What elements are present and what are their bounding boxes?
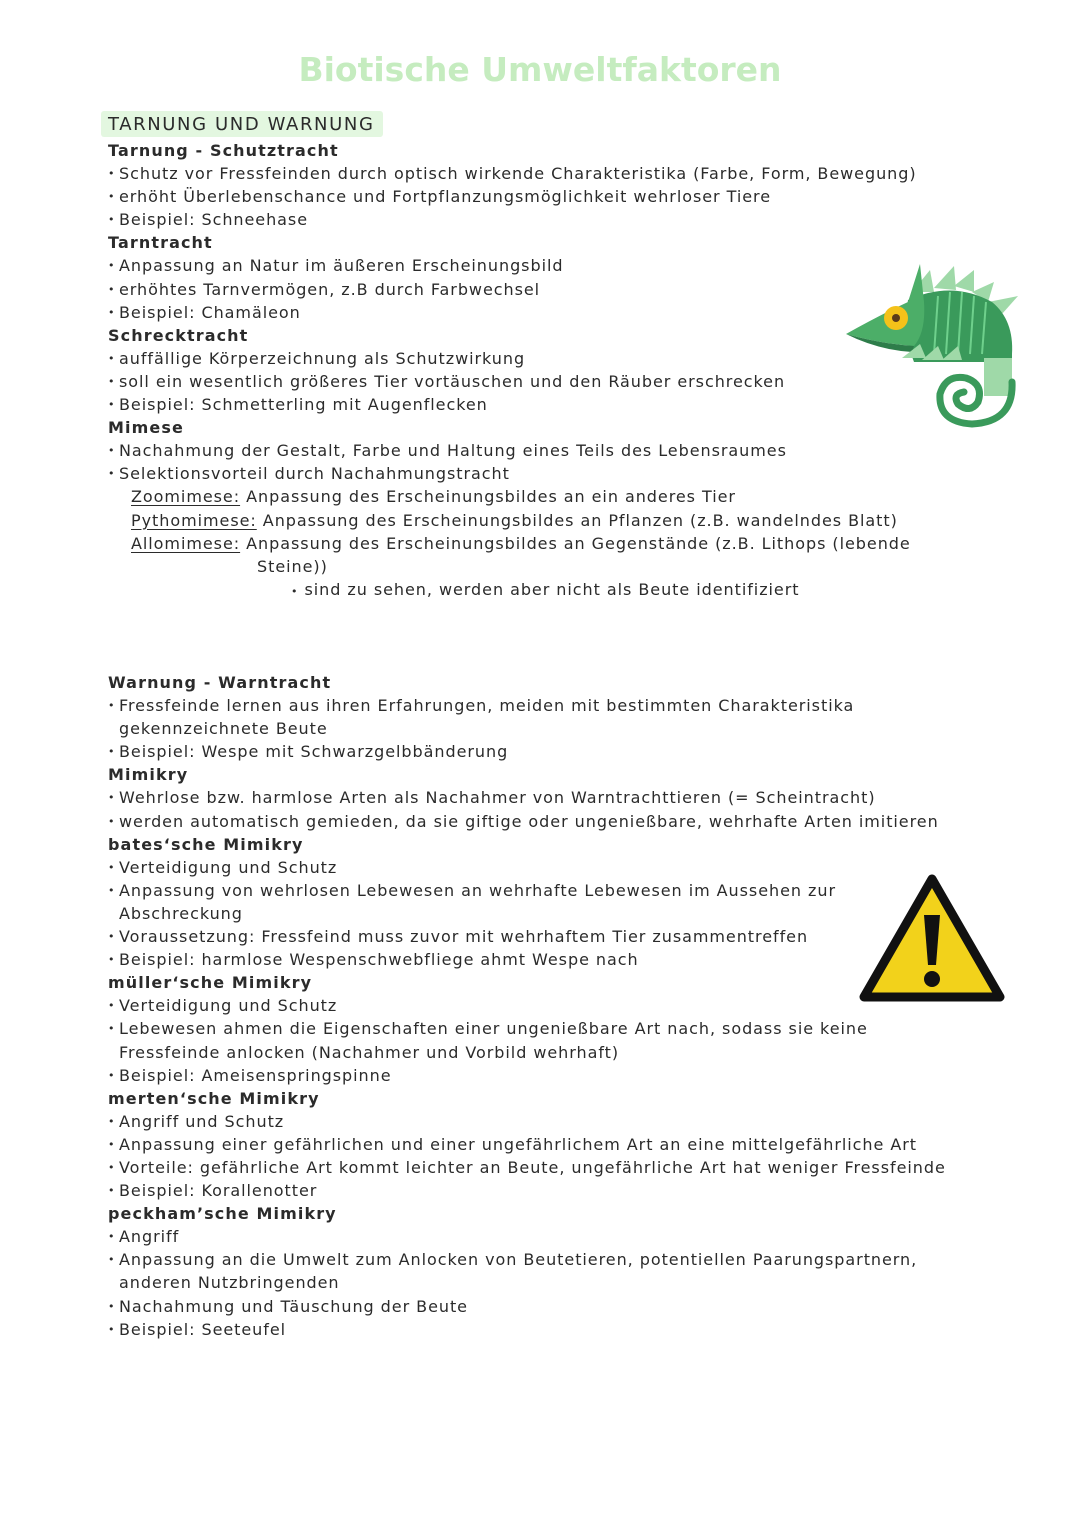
bullet-item: • Voraussetzung: Fressfeind muss zuvor mit wehrhaftem Tier zusammentreffen (108, 925, 1028, 948)
bullet-item: • Beispiel: Chamäleon (108, 301, 1028, 324)
bullet-item: • Fressfeinde lernen aus ihren Erfahrungen, meiden mit bestimmten Charakteristika (108, 694, 1028, 717)
chameleon-icon (842, 262, 1022, 432)
bullet-item: • Verteidigung und Schutz (108, 856, 1028, 879)
section-heading: TARNUNG UND WARNUNG (101, 111, 383, 137)
term-text: Anpassung des Erscheinungsbildes an Gegenstände (z.B. Lithops (lebende (240, 533, 911, 553)
sub-bullet-text: sind zu sehen, werden aber nicht als Beute identifiziert (304, 579, 800, 599)
subheading: Schrecktracht (108, 325, 249, 345)
bullet-item: • Beispiel: harmlose Wespenschwebfliege ahmt Wespe nach (108, 948, 1028, 971)
bullet-item: • Anpassung einer gefährlichen und einer ungefährlichem Art an eine mittelgefährliche Art (108, 1133, 1028, 1156)
bullet-item: • werden automatisch gemieden, da sie giftige oder ungenießbare, wehrhafte Arten imitieren (108, 810, 1028, 833)
notes-bottom (108, 671, 1028, 1341)
bullet-continuation: anderen Nutzbringenden (119, 1273, 340, 1293)
term-definition (108, 532, 1028, 555)
bullet-item: • erhöhtes Tarnvermögen, z.B durch Farbwechsel (108, 278, 1028, 301)
subheading: merten‘sche Mimikry (108, 1088, 320, 1108)
bullet-item: • Wehrlose bzw. harmlose Arten als Nachahmer von Warntrachttieren (= Scheintracht) (108, 786, 1028, 809)
bullet-item: • Beispiel: Wespe mit Schwarzgelbbänderung (108, 740, 1028, 763)
bullet-item: • Vorteile: gefährliche Art kommt leichter an Beute, ungefährliche Art hat weniger Fressfeinde (108, 1156, 1028, 1179)
subheading: bates‘sche Mimikry (108, 834, 304, 854)
bullet-item: • soll ein wesentlich größeres Tier vortäuschen und den Räuber erschrecken (108, 370, 1028, 393)
bullet-item: • Nachahmung der Gestalt, Farbe und Haltung eines Teils des Lebensraumes (108, 439, 1028, 462)
page-title: Biotische Umweltfaktoren (298, 50, 782, 89)
term-continuation: Steine)) (257, 556, 328, 576)
bullet-dot: • (291, 584, 299, 598)
bullet-continuation: Abschreckung (119, 903, 243, 923)
bullet-continuation: gekennzeichnete Beute (119, 719, 328, 739)
bullet-item: • Anpassung an die Umwelt zum Anlocken von Beutetieren, potentiellen Paarungspartnern, (108, 1248, 1028, 1271)
bullet-item: • auffällige Körperzeichnung als Schutzwirkung (108, 347, 1028, 370)
term-label: Pythomimese: (131, 510, 257, 530)
term-label: Zoomimese: (131, 487, 241, 507)
bullet-item: • Verteidigung und Schutz (108, 994, 1028, 1017)
bullet-continuation: Fressfeinde anlocken (Nachahmer und Vorbild wehrhaft) (119, 1042, 620, 1062)
term-text: Anpassung des Erscheinungsbildes an Pflanzen (z.B. wandelndes Blatt) (256, 510, 898, 530)
term-definition (108, 485, 1028, 508)
subheading: Mimikry (108, 765, 189, 785)
subheading: müller‘sche Mimikry (108, 973, 313, 993)
bullet-item: • erhöht Überlebenschance und Fortpflanzungsmöglichkeit wehrloser Tiere (108, 185, 1028, 208)
bullet-item: • Beispiel: Schmetterling mit Augenflecken (108, 393, 1028, 416)
bullet-item: • Angriff und Schutz (108, 1110, 1028, 1133)
bullet-item: • Beispiel: Seeteufel (108, 1318, 1028, 1341)
term-text: Anpassung des Erscheinungsbildes an ein anderes Tier (240, 487, 736, 507)
warning-sign-icon (858, 873, 1006, 1005)
bullet-item: • Nachahmung und Täuschung der Beute (108, 1295, 1028, 1318)
subheading: Warnung - Warntracht (108, 673, 332, 692)
bullet-item: • Anpassung an Natur im äußeren Erscheinungsbild (108, 254, 1028, 277)
bullet-item: • Beispiel: Korallenotter (108, 1179, 1028, 1202)
bullet-item: • Beispiel: Schneehase (108, 208, 1028, 231)
bullet-item: • Schutz vor Fressfeinden durch optisch wirkende Charakteristika (Farbe, Form, Bewegung) (108, 162, 1028, 185)
subheading: Tarnung - Schutztracht (108, 141, 339, 160)
term-definition (108, 509, 1028, 532)
bullet-item: • Beispiel: Ameisenspringspinne (108, 1064, 1028, 1087)
bullet-item: • Anpassung von wehrlosen Lebewesen an wehrhafte Lebewesen im Aussehen zur (108, 879, 1028, 902)
sub-bullet-item (108, 578, 1028, 603)
bullet-item: • Angriff (108, 1225, 1028, 1248)
subheading: Mimese (108, 418, 184, 438)
bullet-item: • Selektionsvorteil durch Nachahmungstracht (108, 462, 1028, 485)
term-label: Allomimese: (131, 533, 241, 553)
bullet-item: • Lebewesen ahmen die Eigenschaften einer ungenießbare Art nach, sodass sie keine (108, 1017, 1028, 1040)
subheading: Tarntracht (108, 233, 213, 253)
subheading: peckham’sche Mimikry (108, 1204, 337, 1224)
